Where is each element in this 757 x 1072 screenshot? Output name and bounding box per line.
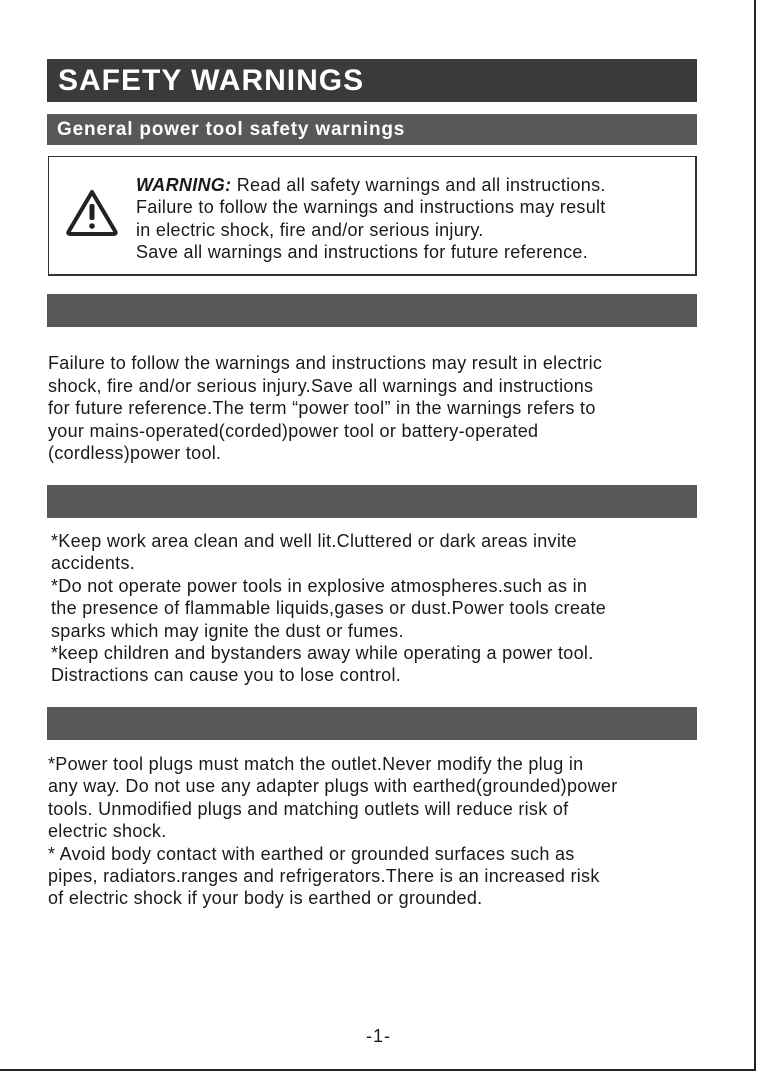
intro-paragraph: Failure to follow the warnings and instructions may result in electric shock, fire and/or serious injury.Save all warnings and instructions for future reference.The term “power tool” in the warnings refers to your mains-operated(corded)power tool or battery-operated (cordless)power tool. (48, 353, 603, 464)
section-title-general: General power tool safety warnings (47, 114, 697, 145)
list-item: *Do not operate power tools in explosive atmospheres.such as in the presence of flammable liquids,gases or dust.Power tools create sparks which may ignite the dust or fumes. (51, 575, 607, 641)
list-item: *Keep work area clean and well lit.Cluttered or dark areas invite accidents. (51, 531, 577, 574)
warning-line-2: Failure to follow the warnings and instructions may result (136, 197, 606, 218)
work-area-safety-list (51, 530, 741, 687)
section-heading-bar-1 (47, 294, 697, 327)
warning-lead: WARNING: (136, 175, 232, 195)
section-heading-bar-2 (47, 485, 697, 518)
warning-line-4: Save all warnings and instructions for future reference. (136, 242, 589, 263)
warning-line-1-rest: Read all safety warnings and all instructions. (231, 175, 606, 195)
electrical-safety-list (48, 753, 748, 910)
warning-line-1 (136, 174, 696, 196)
page-number: -1- (366, 1026, 391, 1046)
list-item: *Power tool plugs must match the outlet.Never modify the plug in any way. Do not use any adapter plugs with earthed(grounded)power tools. Unmodified plugs and matching outlets will reduce risk of electric shock. (48, 754, 618, 842)
list-item: * Avoid body contact with earthed or grounded surfaces such as pipes, radiators.ranges and refrigerators.There is an increased risk of electric shock if your body is earthed or grounded. (48, 843, 600, 909)
warning-triangle-icon (64, 187, 120, 237)
list-item: *keep children and bystanders away while operating a power tool. Distractions can cause you to lose control. (51, 643, 594, 686)
page-title: SAFETY WARNINGS (47, 59, 697, 102)
warning-text (136, 174, 696, 264)
warning-box (48, 156, 697, 276)
warning-line-3: in electric shock, fire and/or serious injury. (136, 219, 484, 240)
section-heading-bar-3 (47, 707, 697, 740)
